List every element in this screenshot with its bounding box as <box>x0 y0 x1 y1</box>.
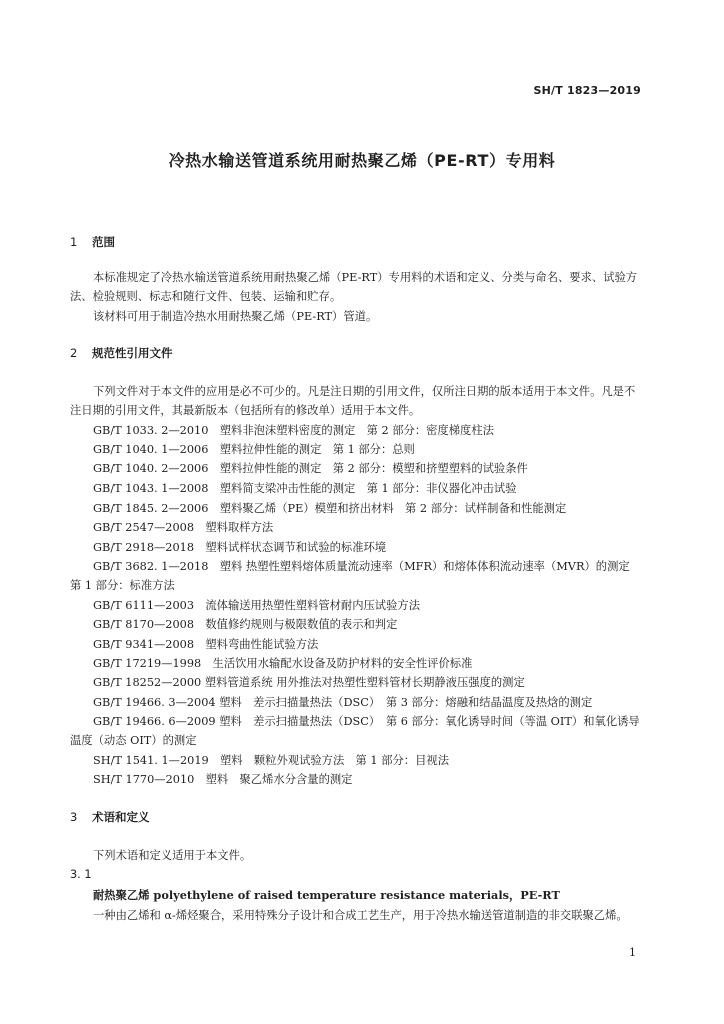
section-number: 2 <box>70 346 78 360</box>
reference-item: SH/T 1541. 1—2019 塑料 颗粒外观试验方法 第 1 部分：目视法 <box>93 754 449 767</box>
page-number: 1 <box>629 946 636 959</box>
reference-item: GB/T 1043. 1—2008 塑料简支梁冲击性能的测定 第 1 部分：非仪器化冲击试验 <box>93 482 517 495</box>
term-entry: 耐热聚乙烯 polyethylene of raised temperature resistance materials，PE-RT <box>93 888 560 902</box>
reference-item: GB/T 19466. 3—2004 塑料 差示扫描量热法（DSC） 第 3 部分：熔融和结晶温度及热焓的测定 <box>93 696 593 709</box>
section-title: 范围 <box>92 235 115 249</box>
reference-item: GB/T 2547—2008 塑料取样方法 <box>93 521 274 534</box>
reference-item: GB/T 1845. 2—2006 塑料聚乙烯（PE）模塑和挤出材料 第 2 部分：试样制备和性能测定 <box>93 502 567 515</box>
reference-item: GB/T 2918—2018 塑料试样状态调节和试验的标准环境 <box>93 541 387 554</box>
reference-item: SH/T 1770—2010 塑料 聚乙烯水分含量的测定 <box>93 773 353 786</box>
reference-item: GB/T 19466. 6—2009 塑料 差示扫描量热法（DSC） 第 6 部分：氧化诱导时间（等温 OIT）和氧化诱导温度（动态 OIT）的测定 <box>70 715 640 748</box>
reference-item: GB/T 8170—2008 数值修约规则与极限数值的表示和判定 <box>93 618 398 631</box>
reference-item: GB/T 1040. 1—2006 塑料拉伸性能的测定 第 1 部分：总则 <box>93 443 415 456</box>
reference-item: GB/T 9341—2008 塑料弯曲性能试验方法 <box>93 638 319 651</box>
term-definition: 一种由乙烯和 α-烯烃聚合，采用特殊分子设计和合成工艺生产，用于冷热水输送管道制造的非交联聚乙烯。 <box>93 909 628 922</box>
section-1-heading <box>70 234 115 250</box>
section-title: 规范性引用文件 <box>92 346 173 360</box>
reference-item: GB/T 6111—2003 流体输送用热塑性塑料管材耐内压试验方法 <box>93 599 420 612</box>
reference-item: GB/T 18252—2000 塑料管道系统 用外推法对热塑性塑料管材长期静液压强度的测定 <box>93 676 525 689</box>
section-number: 1 <box>70 235 78 249</box>
scope-usage-paragraph: 该材料可用于制造冷热水用耐热聚乙烯（PE-RT）管道。 <box>93 310 378 323</box>
reference-item: GB/T 17219—1998 生活饮用水输配水设备及防护材料的安全性评价标准 <box>93 657 473 670</box>
section-2-heading <box>70 345 173 361</box>
standard-code: SH/T 1823—2019 <box>533 84 641 97</box>
terms-intro: 下列术语和定义适用于本文件。 <box>93 849 252 862</box>
references-intro: 下列文件对于本文件的应用是必不可少的。凡是注日期的引用文件，仅所注日期的版本适用于本文件。凡是不注日期的引用文件，其最新版本（包括所有的修改单）适用于本文件。 <box>70 385 636 418</box>
reference-item: GB/T 1040. 2—2006 塑料拉伸性能的测定 第 2 部分：模塑和挤塑塑料的试验条件 <box>93 462 528 475</box>
scope-paragraph: 本标准规定了冷热水输送管道系统用耐热聚乙烯（PE-RT）专用料的术语和定义、分类与命名、要求、试验方法、检验规则、标志和随行文件、包装、运输和贮存。 <box>70 271 638 304</box>
reference-item: GB/T 3682. 1—2018 塑料 热塑性塑料熔体质量流动速率（MFR）和熔体体积流动速率（MVR）的测定 第 1 部分：标准方法 <box>70 560 630 593</box>
section-number: 3 <box>70 810 78 824</box>
section-3-heading <box>70 809 150 825</box>
subsection-number: 3. 1 <box>70 868 92 881</box>
document-title: 冷热水输送管道系统用耐热聚乙烯（PE-RT）专用料 <box>168 151 556 170</box>
reference-item: GB/T 1033. 2—2010 塑料非泡沫塑料密度的测定 第 2 部分：密度梯度柱法 <box>93 424 494 437</box>
section-title: 术语和定义 <box>92 810 150 824</box>
